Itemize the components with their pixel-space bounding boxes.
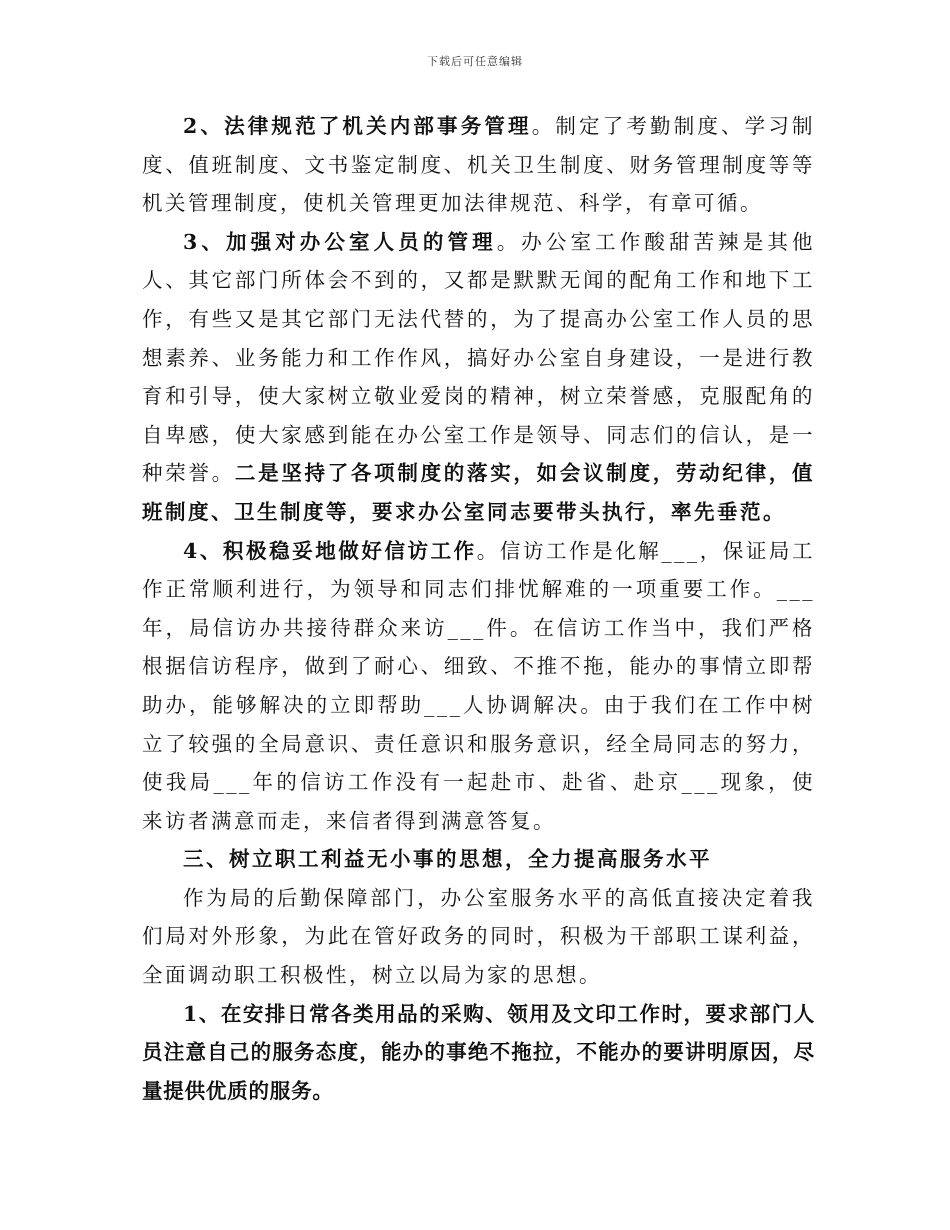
document-body <box>142 107 815 1110</box>
paragraph-lead: 3、加强对办公室人员的管理 <box>183 229 497 254</box>
section-title: 三、树立职工利益无小事的思想，全力提高服务水平 <box>183 847 712 872</box>
paragraph-internal-affairs <box>142 107 815 223</box>
page-header: 下载后可任意编辑 <box>427 55 523 68</box>
paragraph-petition-work <box>142 532 815 841</box>
paragraph-lead: 2、法律规范了机关内部事务管理 <box>183 114 532 138</box>
paragraph-body: 。办公室工作酸甜苦辣是其他人、其它部门所体会不到的，又都是默默无闻的配角工作和地下工作，有些又是其它部门无法代替的，为了提高办公室工作人员的思想素养、业务能力和工作作风，搞好办公室自身建设，一是进行教育和引导，使大家树立敬业爱岗的精神，树立荣誉感，克服配角的自卑感，使大家感到能在办公室工作是领导、同志们的信认，是一种荣誉。 <box>142 229 815 486</box>
paragraph-body: 。制定了考勤制度、学习制度、值班制度、文书鉴定制度、机关卫生制度、财务管理制度等等机关管理制度，使机关管理更加法律规范、科学，有章可循。 <box>142 114 816 216</box>
section-intro: 作为局的后勤保障部门，办公室服务水平的高低直接决定着我们局对外形象，为此在管好政务的同时，积极为干部职工谋利益，全面调动职工积极性，树立以局为家的思想。 <box>142 885 815 988</box>
paragraph-lead: 4、积极稳妥地做好信访工作 <box>183 538 477 563</box>
paragraph-body: 。信访工作是化解___，保证局工作正常顺利进行，为领导和同志们排忧解难的一项重要工作。___年，局信访办共接待群众来访___件。在信访工作当中，我们严格根据信访程序，做到了耐心、细致、不推不拖，能办的事情立即帮助办，能够解决的立即帮助___人协调解决。由于我们在工作中树立了较强的全局意识、责任意识和服务意识，经全局同志的努力，使我局___年的信访工作没有一起赴市、赴省、赴京___现象，使来访者满意而走，来信者得到满意答复。 <box>142 538 816 833</box>
paragraph-tail: 二是坚持了各项制度的落实，如会议制度，劳动纪律，值班制度、卫生制度等，要求办公室同志要带头执行，率先垂范。 <box>142 461 816 524</box>
paragraph-staff-management <box>142 223 815 532</box>
section-item-1: 1、在安排日常各类用品的采购、领用及文印工作时，要求部门人员注意自己的服务态度，能办的事绝不拖拉，不能办的要讲明原因，尽量提供优质的服务。 <box>142 1001 815 1103</box>
